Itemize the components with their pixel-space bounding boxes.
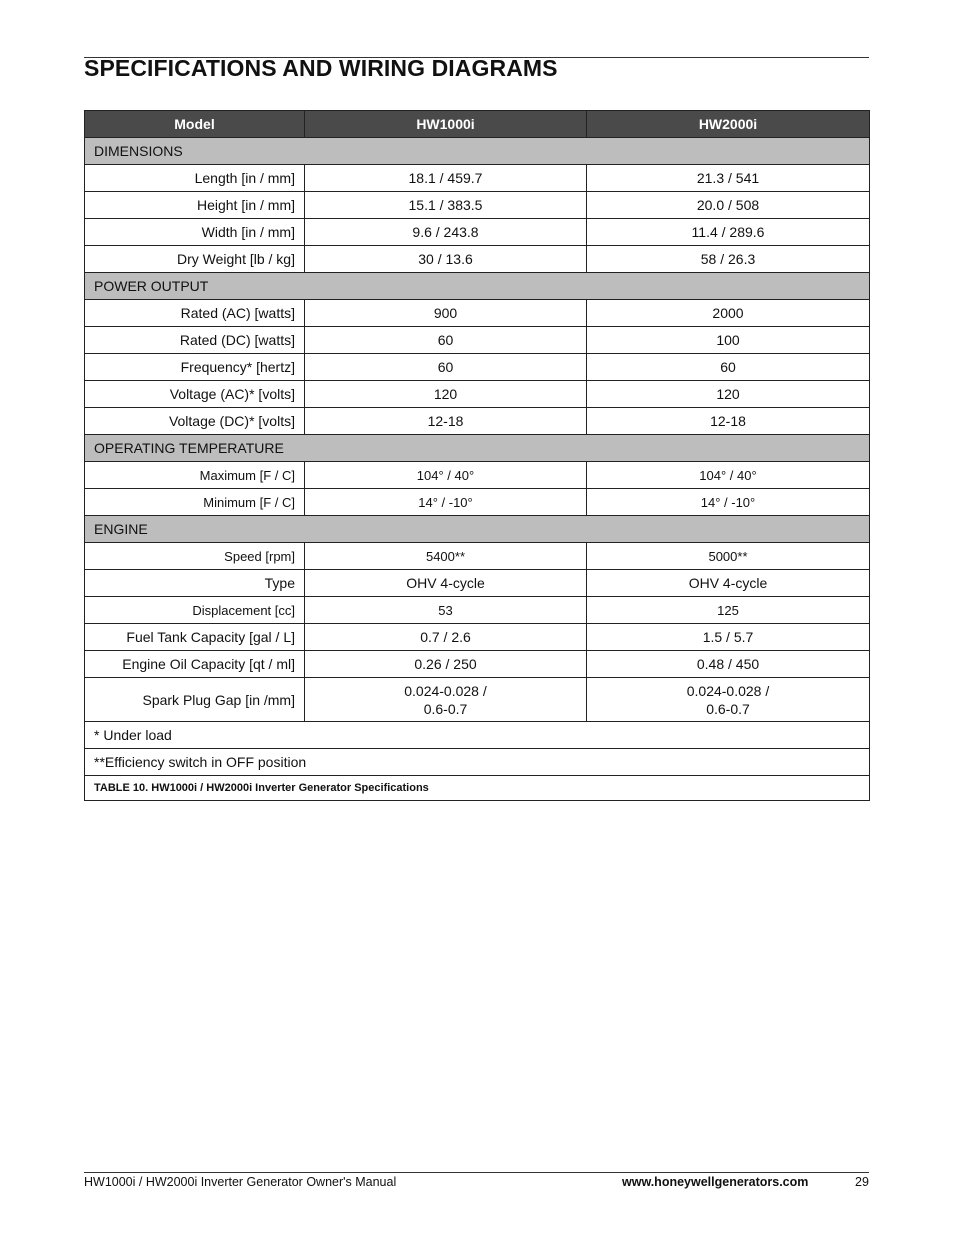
row-label: Height [in / mm] — [85, 192, 305, 219]
value-line: 0.024-0.028 / — [404, 682, 487, 699]
hw2000i-value: 100 — [587, 327, 870, 354]
row-label: Spark Plug Gap [in /mm] — [85, 678, 305, 722]
value-line: 0.024-0.028 / — [686, 682, 770, 699]
hw1000i-value: 60 — [305, 327, 587, 354]
row-label: Width [in / mm] — [85, 219, 305, 246]
table-row — [85, 246, 870, 273]
hw1000i-value: OHV 4-cycle — [305, 570, 587, 597]
table-row — [85, 408, 870, 435]
specifications-table — [84, 110, 870, 801]
hw2000i-value: 120 — [587, 381, 870, 408]
hw2000i-value: 0.48 / 450 — [587, 651, 870, 678]
row-label: Dry Weight [lb / kg] — [85, 246, 305, 273]
value-line: 0.6-0.7 — [423, 700, 468, 717]
table-caption: TABLE 10. HW1000i / HW2000i Inverter Generator Specifications — [85, 776, 870, 801]
hw1000i-value: 5400** — [305, 543, 587, 570]
footnote-efficiency-switch: **Efficiency switch in OFF position — [85, 749, 870, 776]
row-label: Length [in / mm] — [85, 165, 305, 192]
section-title: DIMENSIONS — [85, 138, 870, 165]
hw1000i-value: 104° / 40° — [305, 462, 587, 489]
table-row — [85, 489, 870, 516]
section-title: POWER OUTPUT — [85, 273, 870, 300]
hw2000i-value — [587, 678, 870, 722]
hw1000i-value: 120 — [305, 381, 587, 408]
table-row — [85, 300, 870, 327]
row-label: Frequency* [hertz] — [85, 354, 305, 381]
table-row — [85, 624, 870, 651]
hw2000i-value: 20.0 / 508 — [587, 192, 870, 219]
section-power-output — [85, 273, 870, 300]
hw2000i-value: 58 / 26.3 — [587, 246, 870, 273]
hw2000i-value: OHV 4-cycle — [587, 570, 870, 597]
value-line: 0.6-0.7 — [706, 700, 750, 717]
hw2000i-value: 14° / -10° — [587, 489, 870, 516]
row-label: Type — [85, 570, 305, 597]
row-label: Voltage (DC)* [volts] — [85, 408, 305, 435]
hw1000i-value — [305, 678, 587, 722]
row-label: Engine Oil Capacity [qt / ml] — [85, 651, 305, 678]
page-number: 29 — [855, 1175, 869, 1189]
hw2000i-value: 1.5 / 5.7 — [587, 624, 870, 651]
section-operating-temperature — [85, 435, 870, 462]
row-label: Rated (DC) [watts] — [85, 327, 305, 354]
hw1000i-value: 12-18 — [305, 408, 587, 435]
hw1000i-value: 18.1 / 459.7 — [305, 165, 587, 192]
hw2000i-value: 125 — [587, 597, 870, 624]
hw2000i-value: 21.3 / 541 — [587, 165, 870, 192]
table-header-row — [85, 111, 870, 138]
hw1000i-value: 0.26 / 250 — [305, 651, 587, 678]
table-row — [85, 354, 870, 381]
hw1000i-value: 14° / -10° — [305, 489, 587, 516]
table-row — [85, 219, 870, 246]
hw1000i-value: 53 — [305, 597, 587, 624]
footer-website: www.honeywellgenerators.com — [622, 1175, 809, 1189]
hw1000i-value: 9.6 / 243.8 — [305, 219, 587, 246]
page-title: SPECIFICATIONS AND WIRING DIAGRAMS — [84, 55, 558, 81]
hw2000i-value: 11.4 / 289.6 — [587, 219, 870, 246]
row-label: Speed [rpm] — [85, 543, 305, 570]
footer-rule — [84, 1172, 869, 1173]
table-row — [85, 381, 870, 408]
column-header-hw2000i: HW2000i — [587, 111, 870, 138]
table-row — [85, 651, 870, 678]
footer-manual-title: HW1000i / HW2000i Inverter Generator Owner's Manual — [84, 1175, 397, 1189]
table-caption-row — [85, 776, 870, 801]
hw2000i-value: 104° / 40° — [587, 462, 870, 489]
hw2000i-value: 12-18 — [587, 408, 870, 435]
row-label: Rated (AC) [watts] — [85, 300, 305, 327]
table-row — [85, 543, 870, 570]
table-row — [85, 192, 870, 219]
hw1000i-value: 30 / 13.6 — [305, 246, 587, 273]
footnote-row — [85, 749, 870, 776]
section-engine — [85, 516, 870, 543]
column-header-model: Model — [85, 111, 305, 138]
table-row — [85, 678, 870, 722]
section-dimensions — [85, 138, 870, 165]
hw1000i-value: 0.7 / 2.6 — [305, 624, 587, 651]
hw1000i-value: 60 — [305, 354, 587, 381]
table-row — [85, 327, 870, 354]
table-row — [85, 165, 870, 192]
column-header-hw1000i: HW1000i — [305, 111, 587, 138]
hw2000i-value: 5000** — [587, 543, 870, 570]
row-label: Fuel Tank Capacity [gal / L] — [85, 624, 305, 651]
table-row — [85, 597, 870, 624]
hw1000i-value: 900 — [305, 300, 587, 327]
footnote-under-load: * Under load — [85, 722, 870, 749]
table-row — [85, 462, 870, 489]
hw2000i-value: 60 — [587, 354, 870, 381]
hw1000i-value: 15.1 / 383.5 — [305, 192, 587, 219]
table-row — [85, 570, 870, 597]
row-label: Minimum [F / C] — [85, 489, 305, 516]
section-title: ENGINE — [85, 516, 870, 543]
hw2000i-value: 2000 — [587, 300, 870, 327]
row-label: Voltage (AC)* [volts] — [85, 381, 305, 408]
footnote-row — [85, 722, 870, 749]
row-label: Displacement [cc] — [85, 597, 305, 624]
section-title: OPERATING TEMPERATURE — [85, 435, 870, 462]
row-label: Maximum [F / C] — [85, 462, 305, 489]
